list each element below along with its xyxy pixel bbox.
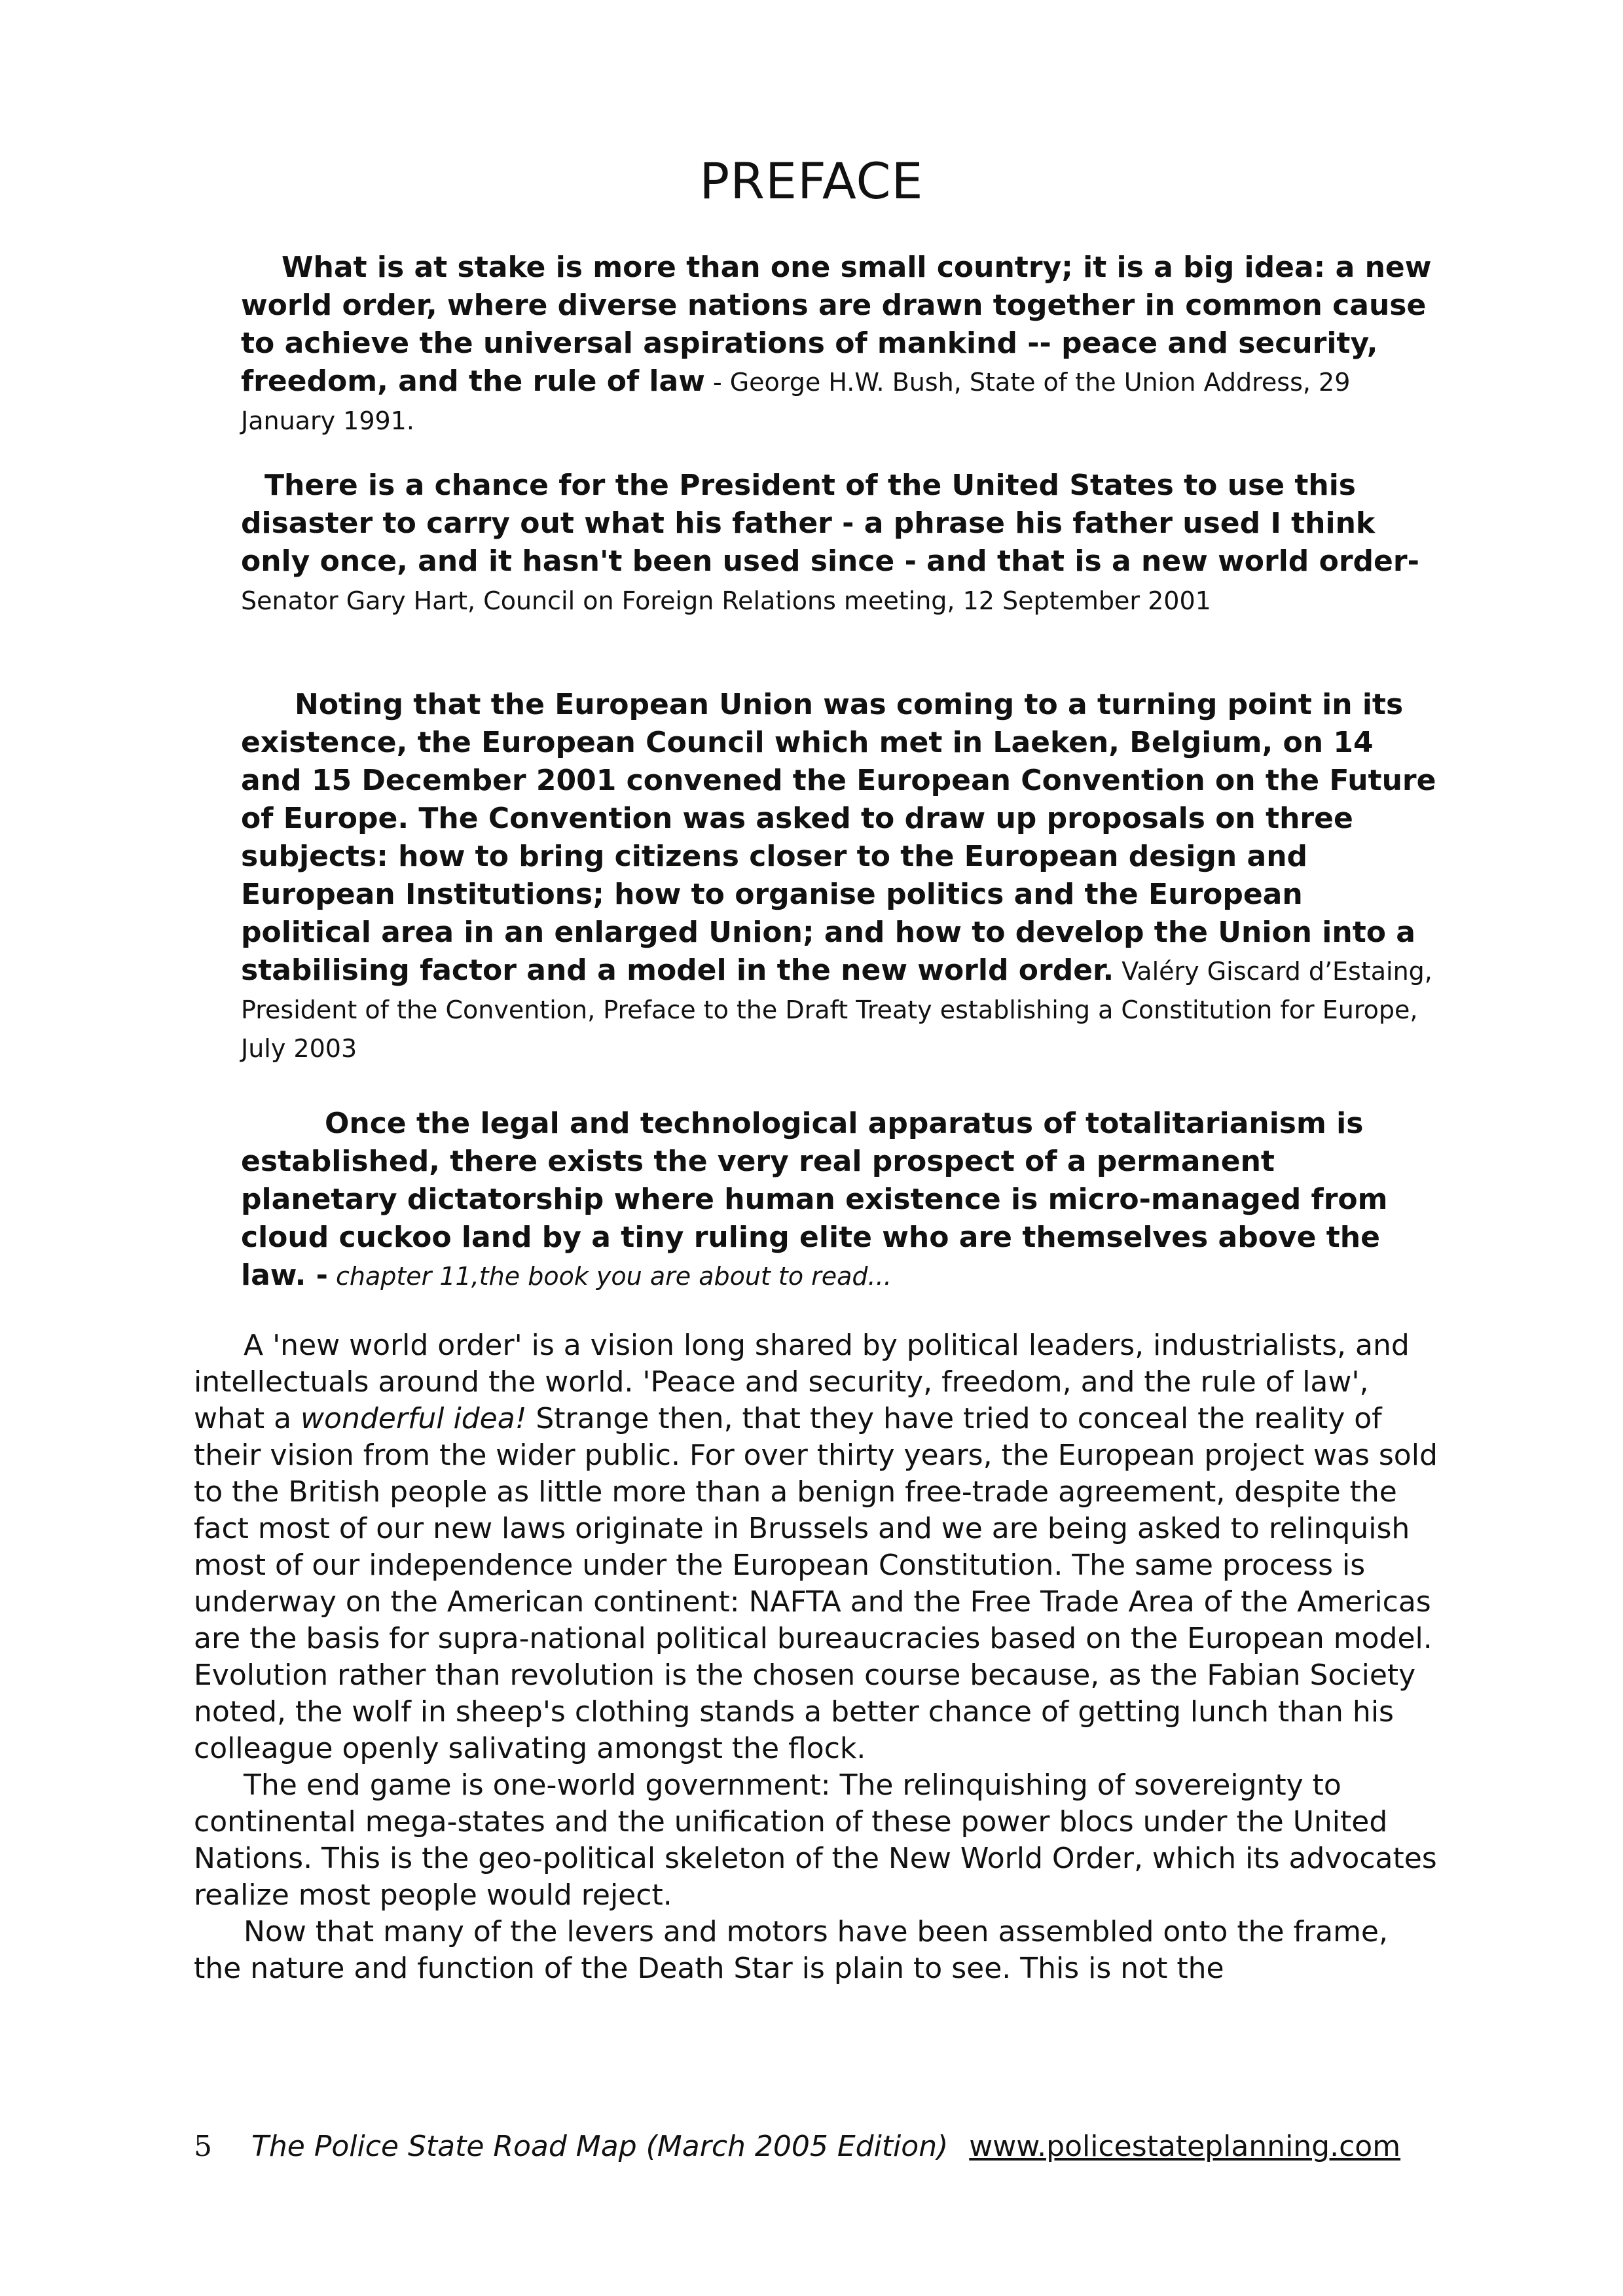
epigraph-quote [241, 467, 1440, 620]
body-paragraph [194, 1327, 1438, 1767]
body-paragraph: The end game is one-world government: The relinquishing of sovereignty to continental mega-states and the unification of these power blocs under the United Nations. This is the geo-political skeleton of the New World Order, which its advocates realize most people would reject. [194, 1768, 1437, 1912]
epigraph-quote [241, 686, 1440, 1067]
quote-attribution: Senator Gary Hart, Council on Foreign Relations meeting, 12 September 2001 [241, 586, 1211, 615]
page-footer [194, 2127, 1438, 2166]
quote-text: Once the legal and technological apparatus of totalitarianism is established, there exists the very real prospect of a permanent planetary dictatorship where human existence is micro-managed from cloud cuckoo land by a tiny ruling elite who are themselves above the law. - [241, 1107, 1388, 1292]
book-title: The Police State Road Map (March 2005 Edition) [251, 2130, 949, 2163]
quote-attribution: - George H.W. Bush, State of the Union Address, 29 January 1991. [241, 368, 1351, 435]
epigraph-quote [241, 1105, 1440, 1295]
quote-text: Noting that the European Union was coming to a turning point in its existence, the European Council which met in Laeken, Belgium, on 14 and 15 December 2001 convened the European Convention on the Future of Europe. The Convention was asked to draw up proposals on three subjects: how to bring citizens closer to the European design and European Institutions; how to organise politics and the European political area in an enlarged Union; and how to develop the Union into a stabilising factor and a model in the new world order. [241, 688, 1436, 987]
epigraph-quote [241, 249, 1440, 440]
quote-text: There is a chance for the President of the United States to use this disaster to carry out what his father - a phrase his father used I think only once, and it hasn't been used since - and that is a new world order- [241, 469, 1419, 578]
paragraph-text: A 'new world order' is a vision long shared by political leaders, industrialists, and intellectuals around the world. 'Peace and security, freedom, and the rule of law', what a [194, 1329, 1410, 1435]
page-number: 5 [194, 2130, 212, 2163]
quote-attribution: Valéry Giscard d’Estaing, President of the Convention, Preface to the Draft Treaty establishing a Constitution for Europe, July 2003 [241, 957, 1432, 1063]
page-title: PREFACE [699, 152, 924, 210]
quote-text: What is at stake is more than one small country; it is a big idea: a new world order, where diverse nations are drawn together in common cause to achieve the universal aspirations of mankind -- peace and security, freedom, and the rule of law [241, 251, 1432, 398]
body-paragraph: Now that many of the levers and motors have been assembled onto the frame, the nature and function of the Death Star is plain to see. This is not the [194, 1915, 1388, 1985]
quote-attribution: chapter 11,the book you are about to read... [327, 1262, 892, 1291]
body-text [194, 1327, 1438, 1987]
website-link[interactable]: www.policestateplanning.com [969, 2130, 1401, 2163]
paragraph-text: Strange then, that they have tried to conceal the reality of their vision from the wider public. For over thirty years, the European project was sold to the British people as little more than a benign free-trade agreement, despite the fact most of our new laws originate in Brussels and we are being asked to relinquish most of our independence under the European Constitution. The same process is underway on the American continent: NAFTA and the Free Trade Area of the Americas are the basis for supra-national political bureaucracies based on the European model. Evolution rather than revolution is the chosen course because, as the Fabian Society noted, the wolf in sheep's clothing stands a better chance of getting lunch than his colleague openly salivating amongst the flock. [194, 1402, 1438, 1765]
emphasis-text: wonderful idea! [301, 1402, 527, 1435]
